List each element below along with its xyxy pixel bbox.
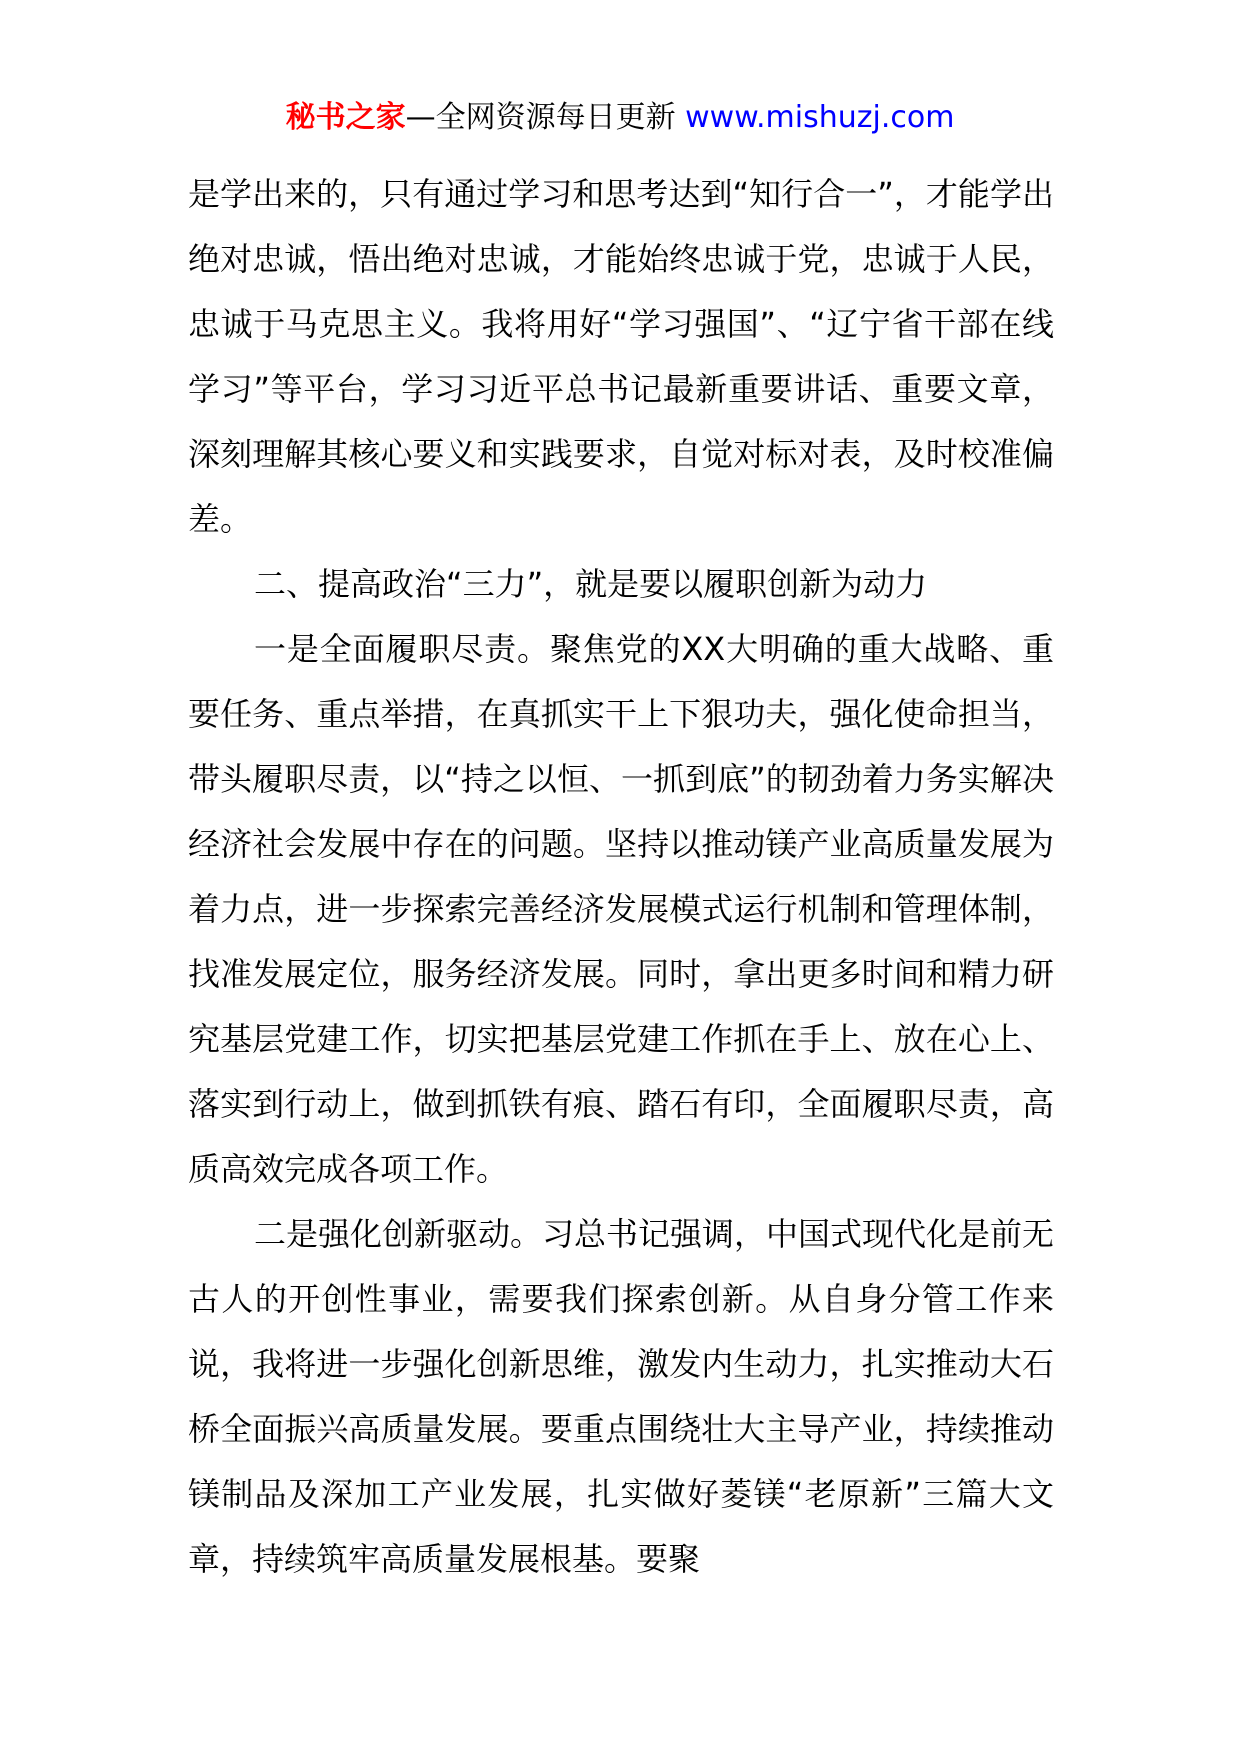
header-brand: 秘书之家 <box>285 100 406 135</box>
section-heading: 二、提高政治“三力”，就是要以履职创新为动力 <box>254 565 928 603</box>
header-url-link[interactable]: www.mishuzj.com <box>685 100 955 135</box>
paragraph-duty: 一是全面履职尽责。聚焦党的XX大明确的重大战略、重要任务、重点举措，在真抓实干上下狠功夫，强化使命担当，带头履职尽责，以“持之以恒、一抓到底”的韧劲着力务实解决经济社会发展中存在的问题。坚持以推动镁产业高质量发展为着力点，进一步探索完善经济发展模式运行机制和管理体制，找准发展定位，服务经济发展。同时，拿出更多时间和精力研究基层党建工作，切实把基层党建工作抓在手上、放在心上、落实到行动上，做到抓铁有痕、踏石有印，全面履职尽责，高质高效完成各项工作。 <box>188 630 1054 1188</box>
document-body <box>188 162 1054 1592</box>
page-header <box>0 98 1240 138</box>
paragraph-innovation: 二是强化创新驱动。习总书记强调，中国式现代化是前无古人的开创性事业，需要我们探索创新。从自身分管工作来说，我将进一步强化创新思维，激发内生动力，扎实推动大石桥全面振兴高质量发展。要重点围绕壮大主导产业，持续推动镁制品及深加工产业发展，扎实做好菱镁“老原新”三篇大文章，持续筑牢高质量发展根基。要聚 <box>188 1215 1055 1578</box>
header-tagline: —全网资源每日更新 <box>405 100 686 135</box>
paragraph-continuation: 是学出来的，只有通过学习和思考达到“知行合一”，才能学出绝对忠诚，悟出绝对忠诚，才能始终忠诚于党，忠诚于人民，忠诚于马克思主义。我将用好“学习强国”、“辽宁省干部在线学习”等平台，学习习近平总书记最新重要讲话、重要文章，深刻理解其核心要义和实践要求，自觉对标对表，及时校准偏差。 <box>188 175 1054 538</box>
